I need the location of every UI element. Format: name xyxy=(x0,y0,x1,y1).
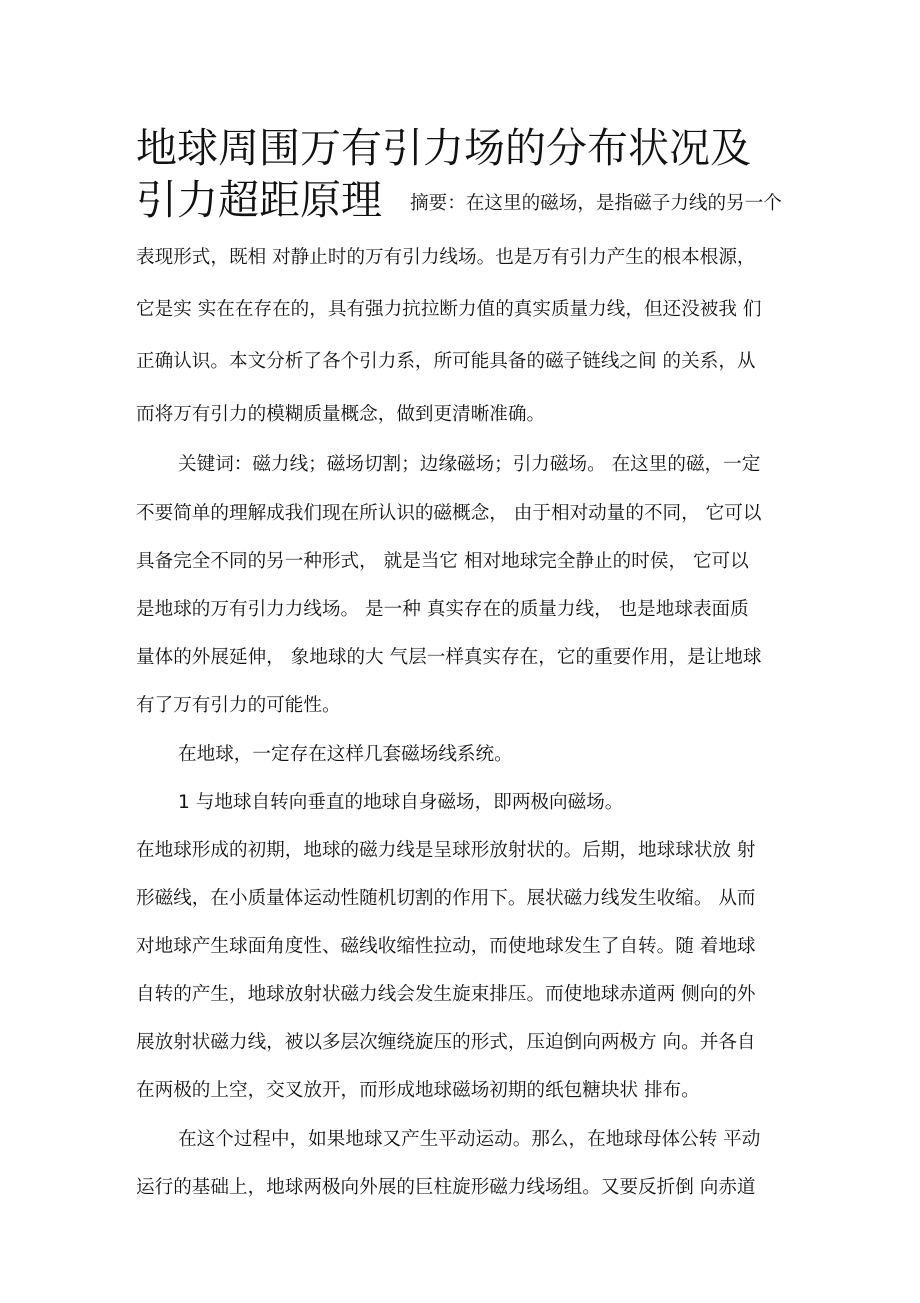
keywords-line: 关键词：磁力线；磁场切割；边缘磁场；引力磁场。 在这里的磁，一定 xyxy=(178,454,761,475)
body-line: 展放射状磁力线，被以多层次缠绕旋压的形式，压迫倒向两极方 向。并各自 xyxy=(136,1032,756,1053)
body-line: 表现形式，既相 对静止时的万有引力线场。也是万有引力产生的根本根源， xyxy=(136,247,756,268)
body-line: 自转的产生，地球放射状磁力线会发生旋束排压。而使地球赤道两 侧向的外 xyxy=(136,984,756,1005)
abstract-intro: 摘要：在这里的磁场，是指磁子力线的另一个 xyxy=(410,193,782,214)
body-line: 是地球的万有引力力线场。 是一种 真实存在的质量力线， 也是地球表面质 xyxy=(136,599,749,620)
body-line: 正确认识。本文分析了各个引力系，所可能具备的磁子链线之间 的关系，从 xyxy=(136,351,756,372)
body-line: 形磁线，在小质量体运动性随机切割的作用下。展状磁力线发生收缩。 从而 xyxy=(136,888,756,909)
body-line: 在这个过程中，如果地球又产生平动运动。那么，在地球母体公转 平动 xyxy=(178,1129,761,1150)
title-line-1: 地球周围万有引力场的分布状况及 xyxy=(136,124,751,172)
section-heading-1: 1 与地球自转向垂直的地球自身磁场，即两极向磁场。 xyxy=(178,792,624,813)
body-line: 在地球形成的初期，地球的磁力线是呈球形放射状的。后期，地球球状放 射 xyxy=(136,840,756,861)
body-line: 具备完全不同的另一种形式， 就是当它 相对地球完全静止的时侯， 它可以 xyxy=(136,551,749,572)
body-line: 而将万有引力的模糊质量概念，做到更清晰准确。 xyxy=(136,404,546,425)
body-line: 在地球，一定存在这样几套磁场线系统。 xyxy=(178,744,513,765)
body-line: 量体的外展延伸， 象地球的大 气层一样真实存在，它的重要作用，是让地球 xyxy=(136,647,762,668)
body-line: 不要简单的理解成我们现在所认识的磁概念， 由于相对动量的不同， 它可以 xyxy=(136,503,762,524)
body-line: 有了万有引力的可能性。 xyxy=(136,695,341,716)
title-line-2: 引力超距原理 xyxy=(136,176,382,224)
body-line: 在两极的上空，交叉放开，而形成地球磁场初期的纸包糖块状 排布。 xyxy=(136,1080,700,1101)
body-line: 对地球产生球面角度性、磁线收缩性拉动，而使地球发生了自转。随 着地球 xyxy=(136,936,756,957)
body-line: 运行的基础上，地球两极向外展的巨柱旋形磁力线场组。又要反折倒 向赤道 xyxy=(136,1177,756,1198)
body-line: 它是实 实在在存在的，具有强力抗拉断力值的真实质量力线，但还没被我 们 xyxy=(136,299,762,320)
